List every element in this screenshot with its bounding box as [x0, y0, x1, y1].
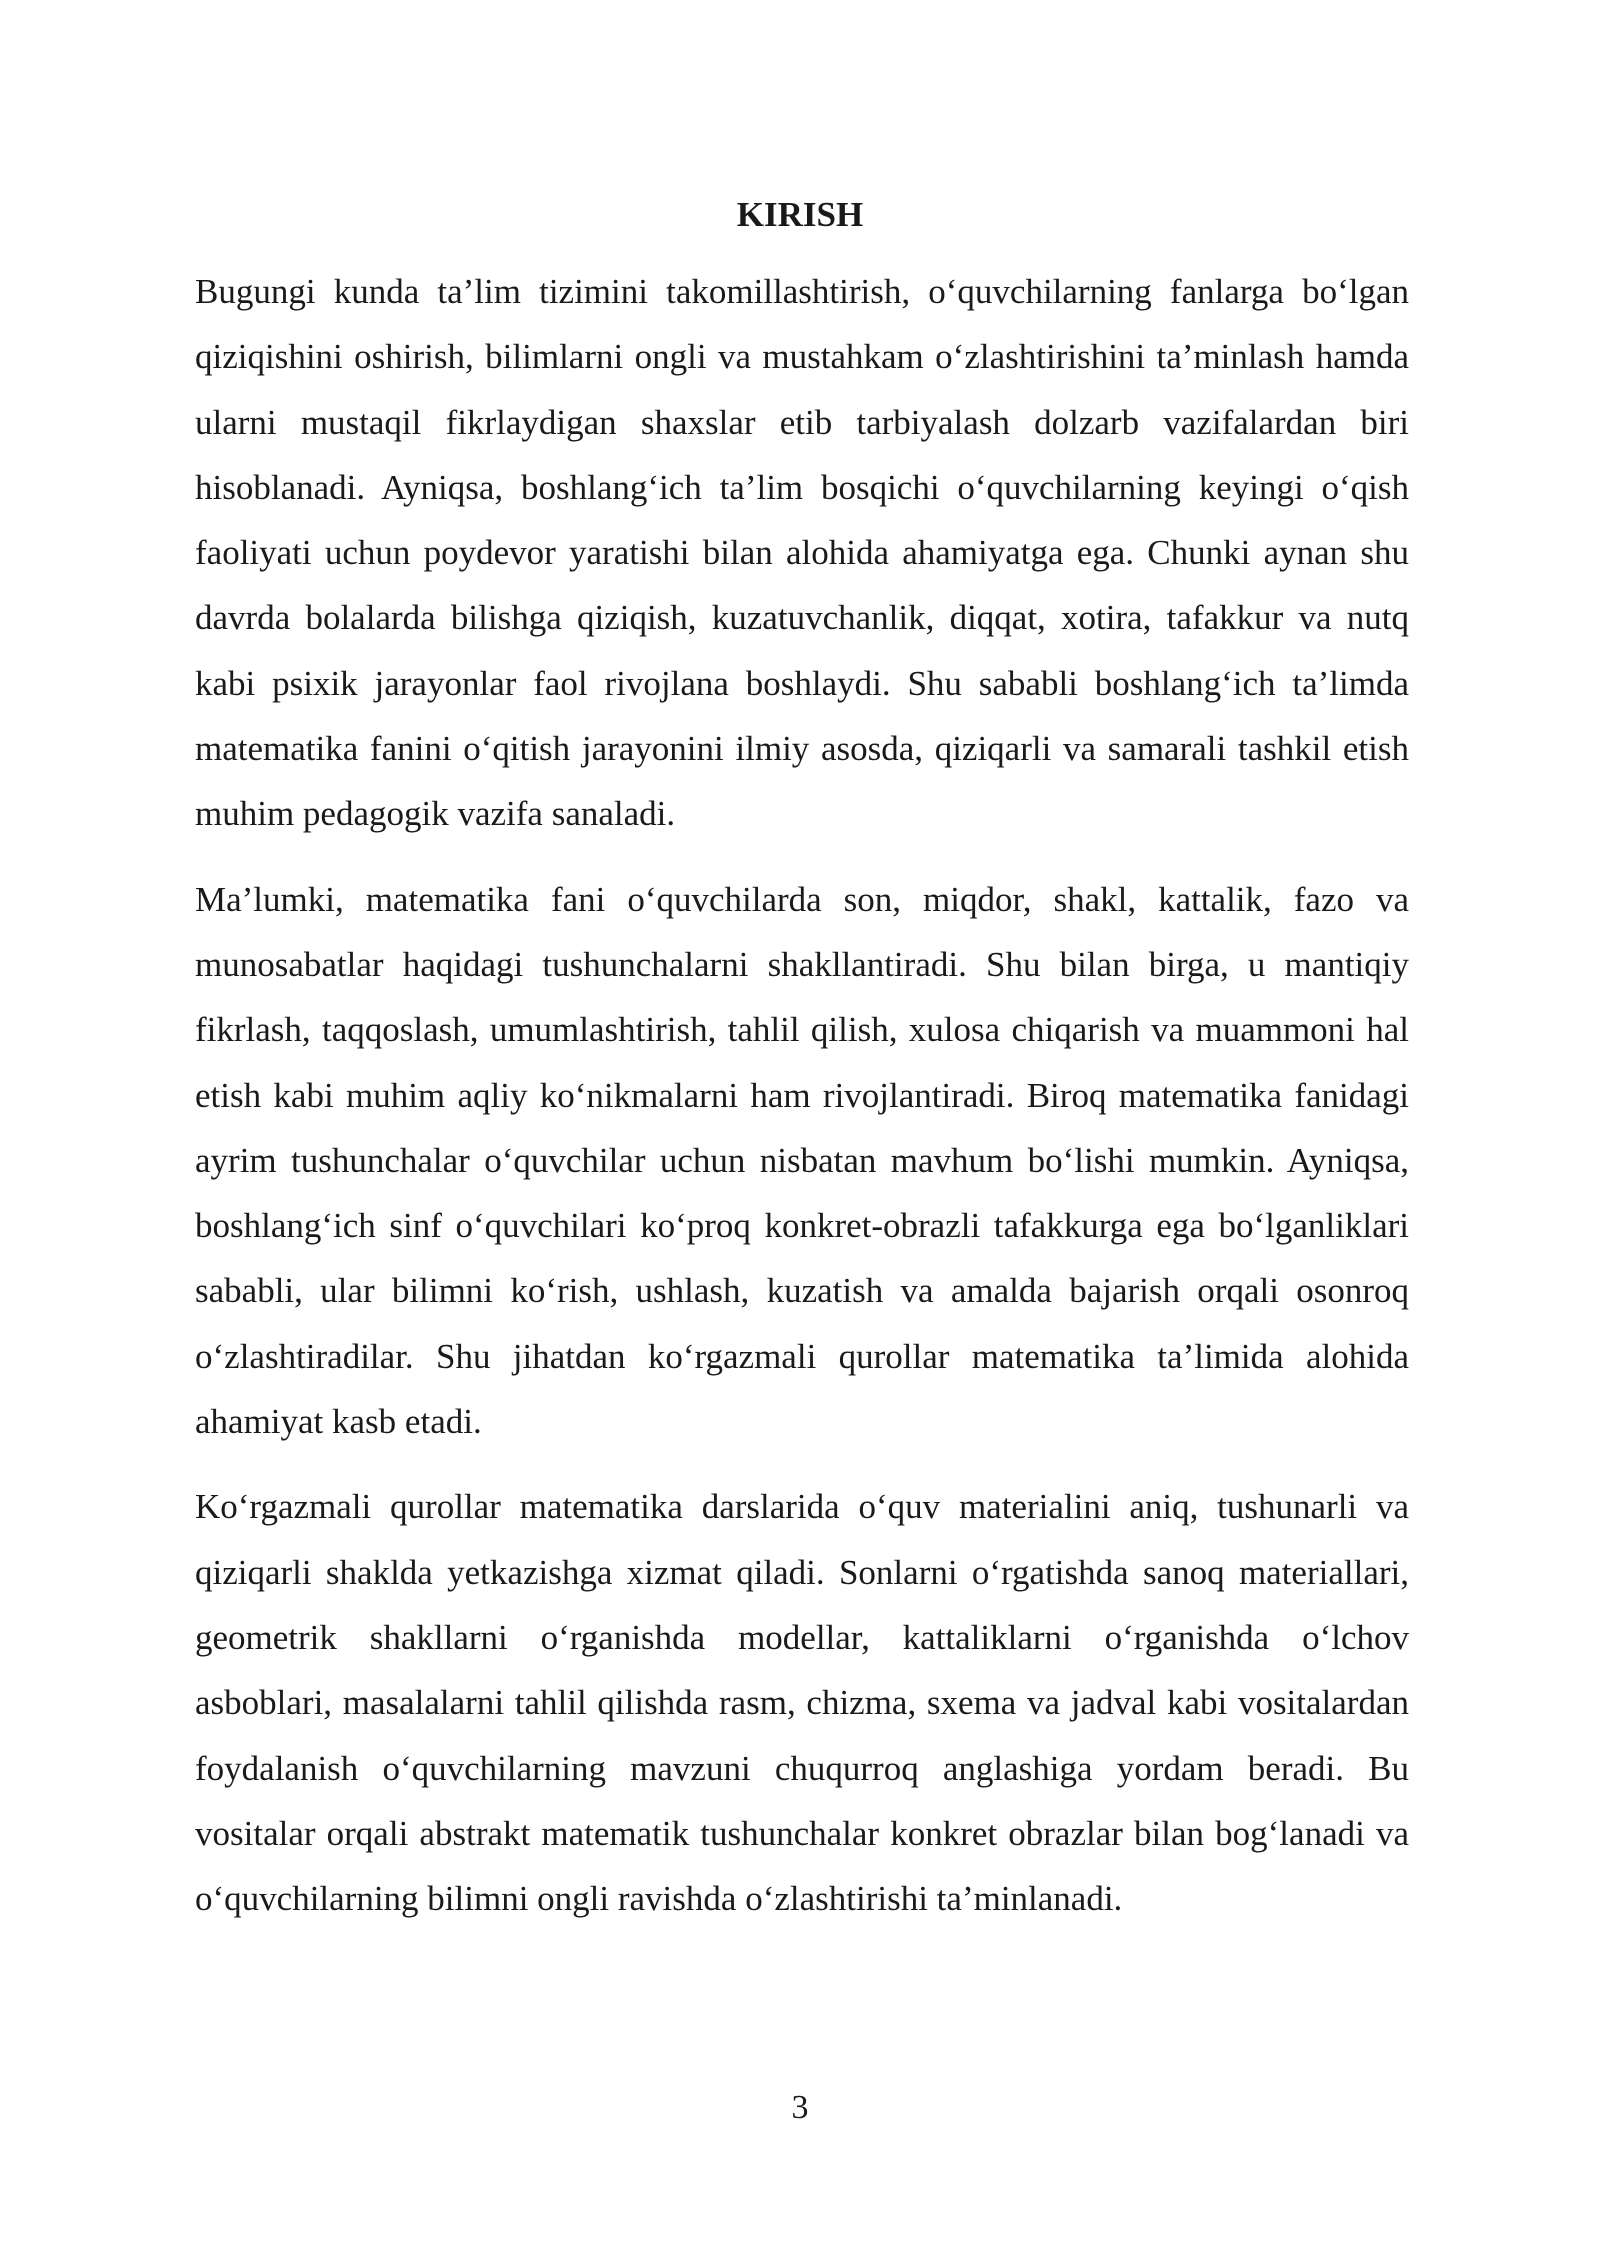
paragraph-2: Ma’lumki, matematika fani o‘quvchilarda son, miqdor, shakl, kattalik, fazo va munosabatlar haqidagi tushunchalarni shakllantiradi. Shu bilan birga, u mantiqiy fikrlash, taqqoslash, umumlashtirish, tahlil qilish, xulosa chiqarish va muammoni hal etish kabi muhim aqliy ko‘nikmalarni ham rivojlantiradi. Biroq matematika fanidagi ayrim tushunchalar o‘quvchilar uchun nisbatan mavhum bo‘lishi mumkin. Ayniqsa, boshlang‘ich sinf o‘quvchilari ko‘proq konkret-obrazli tafakkurga ega bo‘lganliklari sababli, ular bilimni ko‘rish, ushlash, kuzatish va amalda bajarish orqali osonroq o‘zlashtiradilar. Shu jihatdan ko‘rgazmali qurollar matematika ta’limida alohida ahamiyat kasb etadi. [195, 879, 1409, 1442]
paragraph-1: Bugungi kunda ta’lim tizimini takomillashtirish, o‘quvchilarning fanlarga bo‘lgan qiziqishini oshirish, bilimlarni ongli va mustahkam o‘zlashtirishini ta’minlash hamda ularni mustaqil fikrlaydigan shaxslar etib tarbiyalash dolzarb vazifalardan biri hisoblanadi. Ayniqsa, boshlang‘ich ta’lim bosqichi o‘quvchilarning keyingi o‘qish faoliyati uchun poydevor yaratishi bilan alohida ahamiyatga ega. Chunki aynan shu davrda bolalarda bilishga qiziqish, kuzatuvchanlik, diqqat, xotira, tafakkur va nutq kabi psixik jarayonlar faol rivojlana boshlaydi. Shu sababli boshlang‘ich ta’limda matematika fanini o‘qitish jarayonini ilmiy asosda, qiziqarli va samarali tashkil etish muhim pedagogik vazifa sanaladi. [195, 272, 1409, 834]
paragraph-3: Ko‘rgazmali qurollar matematika darslarida o‘quv materialini aniq, tushunarli va qiziqarli shaklda yetkazishga xizmat qiladi. Sonlarni o‘rgatishda sanoq materiallari, geometrik shakllarni o‘rganishda modellar, kattaliklarni o‘rganishda o‘lchov asboblari, masalalarni tahlil qilishda rasm, chizma, sxema va jadval kabi vositalardan foydalanish o‘quvchilarning mavzuni chuqurroq anglashiga yordam beradi. Bu vositalar orqali abstrakt matematik tushunchalar konkret obrazlar bilan bog‘lanadi va o‘quvchilarning bilimni ongli ravishda o‘zlashtirishi ta’minlanadi. [195, 1487, 1409, 1919]
page-number: 3 [791, 2089, 809, 2126]
body-text [195, 259, 1409, 1931]
section-heading: KIRISH [736, 195, 864, 234]
